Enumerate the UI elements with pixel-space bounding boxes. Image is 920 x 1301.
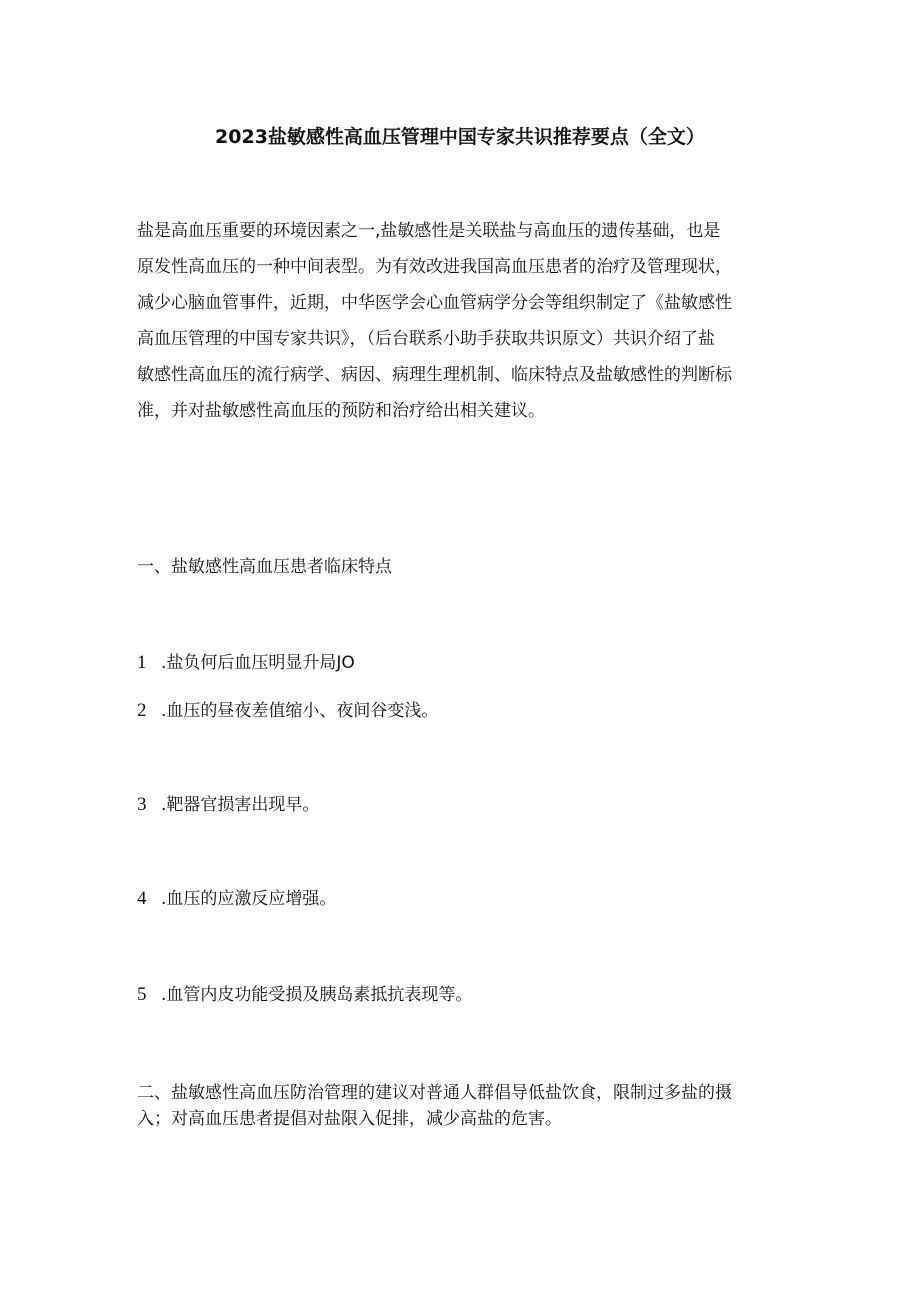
section-heading-clinical-features: 一、盐敏感性高血压患者临床特点 [137, 557, 392, 577]
list-item-number: 5 [137, 984, 147, 1005]
intro-line: 准，并对盐敏感性高血压的预防和治疗给出相关建议。 [137, 401, 545, 421]
section2-line: 入；对高血压患者提倡对盐限入促排，减少高盐的危害。 [137, 1109, 562, 1129]
list-item-number: 4 [137, 888, 147, 909]
intro-line: 敏感性高血压的流行病学、病因、病理生理机制、临床特点及盐敏感性的判断标 [137, 365, 732, 385]
list-item-text: .血管内皮功能受损及胰岛素抵抗表现等。 [161, 985, 473, 1005]
section2-line: 二、盐敏感性高血压防治管理的建议对普通人群倡导低盐饮食，限制过多盐的摄 [137, 1083, 732, 1103]
document-title: 2023盐敏感性高血压管理中国专家共识推荐要点（全文） [215, 126, 705, 148]
intro-line: 盐是高血压重要的环境因素之一,盐敏感性是关联盐与高血压的遗传基础，也是 [137, 221, 721, 241]
list-item [137, 650, 355, 676]
list-item [137, 792, 319, 818]
list-item-text: .盐负何后血压明显升局JO [161, 653, 355, 673]
list-item-number: 3 [137, 794, 147, 815]
list-item-number: 1 [137, 652, 147, 673]
intro-line: 原发性高血压的一种中间表型。为有效改进我国高血压患者的治疗及管理现状， [137, 257, 732, 277]
list-item-number: 2 [137, 700, 147, 721]
section-recommendations-paragraph [137, 1080, 797, 1132]
list-item [137, 698, 438, 724]
intro-line: 高血压管理的中国专家共识》，（后台联系小助手获取共识原文）共识介绍了盐 [137, 329, 715, 349]
list-item-text: .靶器官损害出现早。 [161, 795, 320, 815]
intro-line: 减少心脑血管事件，近期，中华医学会心血管病学分会等组织制定了《盐敏感性 [137, 293, 732, 313]
list-item-text: .血压的昼夜差值缩小、夜间谷变浅。 [161, 701, 439, 721]
list-item [137, 886, 336, 912]
list-item [137, 982, 472, 1008]
list-item-text: .血压的应激反应增强。 [161, 889, 337, 909]
intro-paragraph [137, 213, 797, 429]
